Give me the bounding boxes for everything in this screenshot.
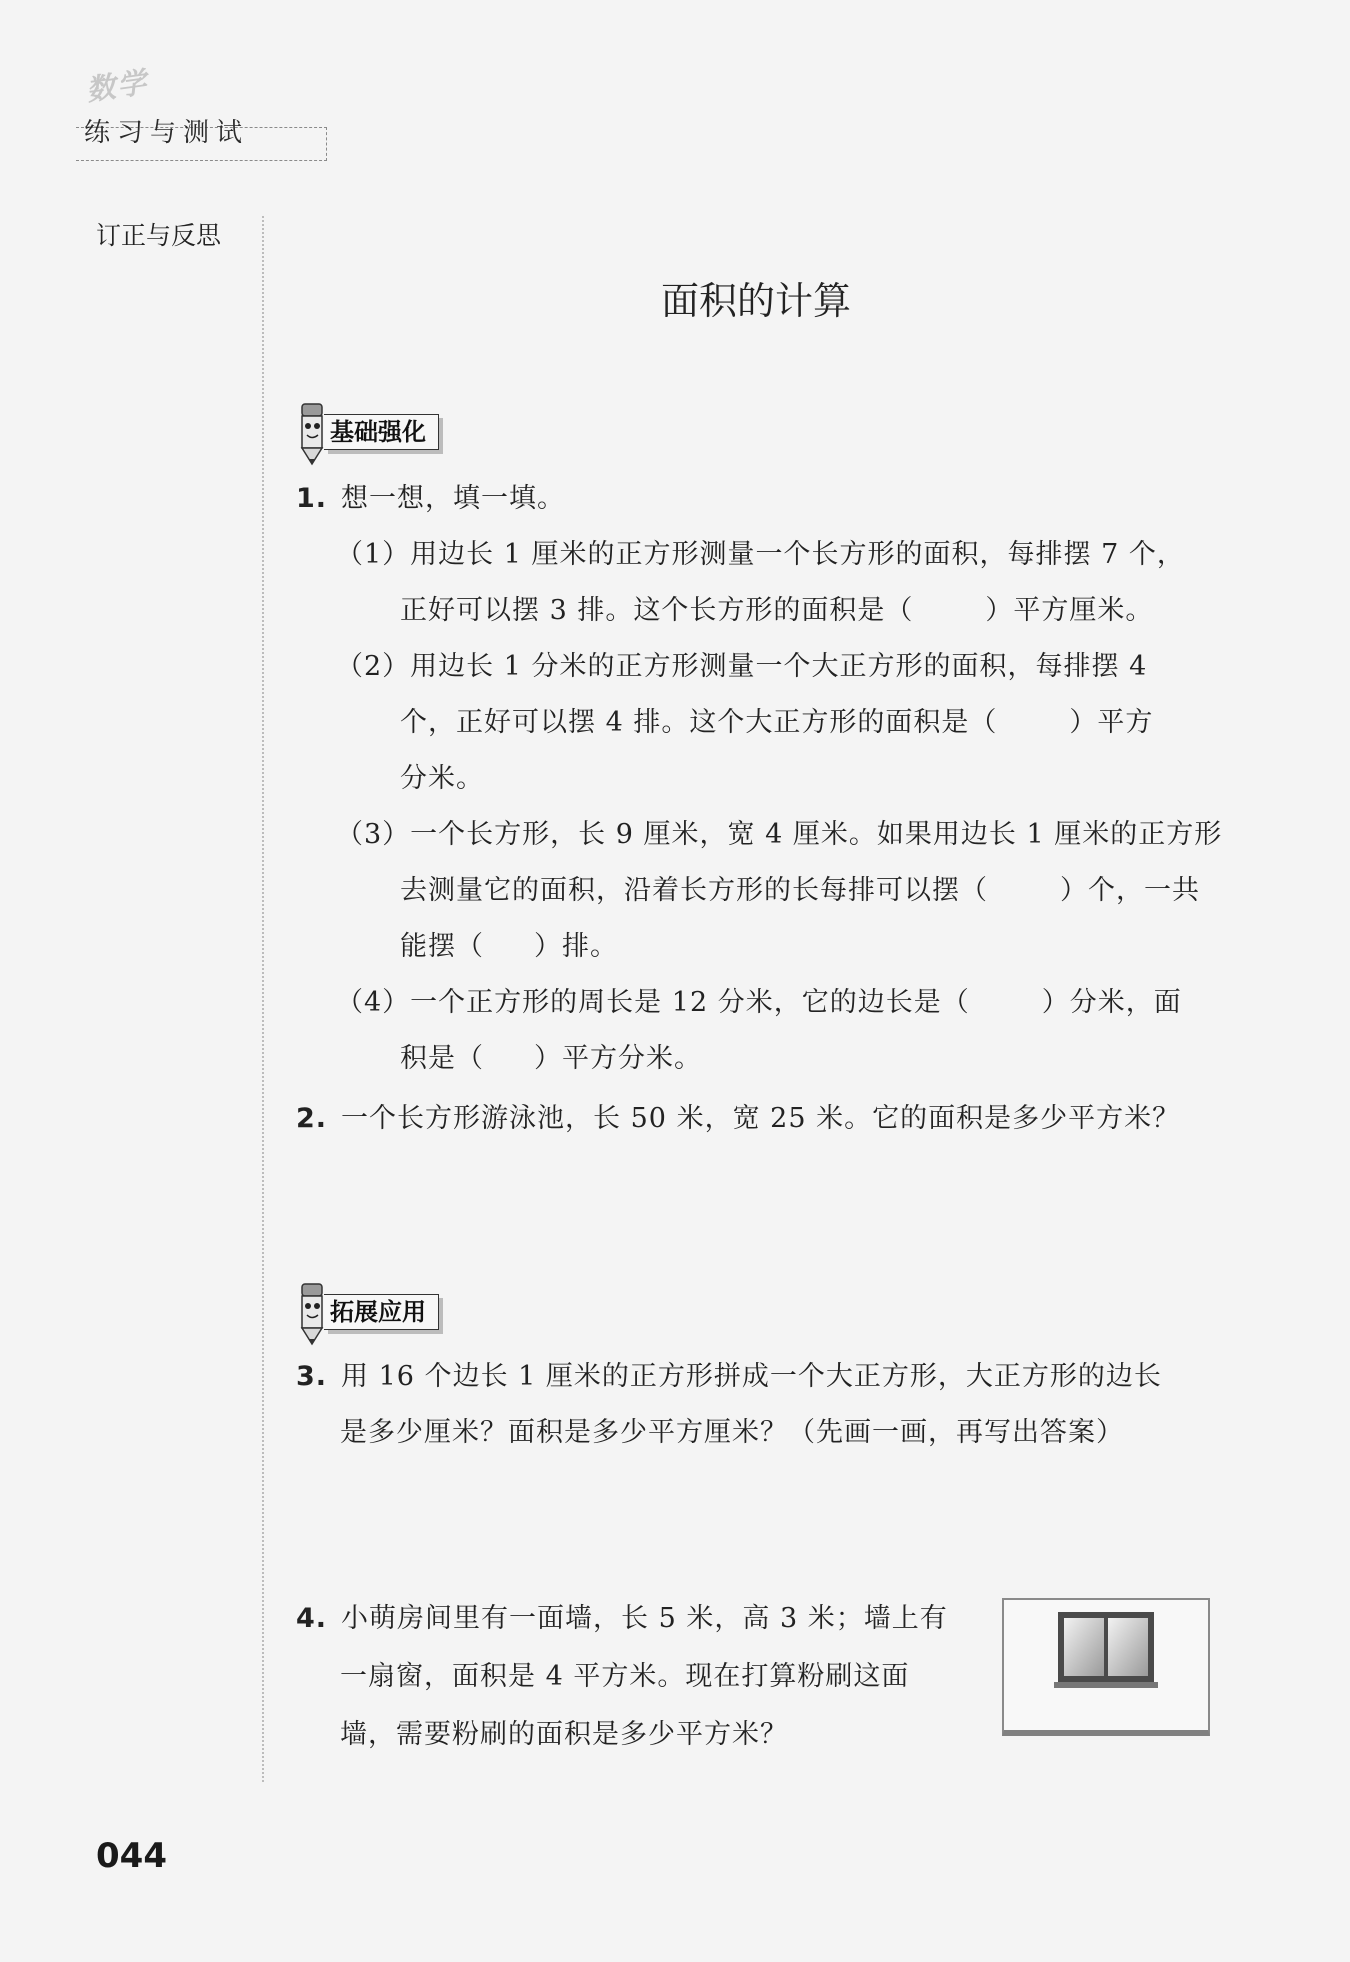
q1-part3-line1: （3）一个长方形，长 9 厘米，宽 4 厘米。如果用边长 1 厘米的正方形 <box>336 819 1223 850</box>
question-3-text-1: 用 16 个边长 1 厘米的正方形拼成一个大正方形，大正方形的边长 <box>341 1361 1162 1392</box>
q1-part4-line1 <box>336 980 1182 1019</box>
question-4-text-1: 小萌房间里有一面墙，长 5 米，高 3 米；墙上有 <box>341 1603 948 1634</box>
question-4-line2: 一扇窗，面积是 4 平方米。现在打算粉刷这面 <box>340 1661 910 1692</box>
window-icon <box>1004 1600 1208 1730</box>
q1-part2-text-a: 个，正好可以摆 4 排。这个大正方形的面积是（ <box>400 707 998 738</box>
question-2-text: 一个长方形游泳池，长 50 米，宽 25 米。它的面积是多少平方米？ <box>341 1103 1181 1134</box>
wall-illustration <box>1002 1598 1210 1736</box>
q1-part2-line3: 分米。 <box>400 763 484 794</box>
page-title: 面积的计算 <box>660 279 851 323</box>
question-2-number: 2. <box>296 1103 328 1134</box>
q1-part1-text-a: 正好可以摆 3 排。这个长方形的面积是（ <box>400 595 914 626</box>
margin-divider <box>262 216 264 1782</box>
q1-part4-text-d: ）平方分米。 <box>534 1043 702 1074</box>
q1-part3-text-c: 能摆（ <box>400 931 484 962</box>
question-2 <box>296 1096 1180 1135</box>
q1-part2-line1: （2）用边长 1 分米的正方形测量一个大正方形的面积，每排摆 4 <box>336 651 1148 682</box>
question-3-number: 3. <box>296 1361 328 1392</box>
q1-part2-text-b: ）平方 <box>1069 707 1154 738</box>
q1-part1-line1: （1）用边长 1 厘米的正方形测量一个长方形的面积，每排摆 7 个， <box>336 539 1185 570</box>
correction-reflection-label: 订正与反思 <box>96 221 222 250</box>
question-1-stem: 想一想，填一填。 <box>341 483 566 514</box>
question-4-line3: 墙，需要粉刷的面积是多少平方米？ <box>340 1719 788 1750</box>
subject-label: 数学 <box>84 64 151 108</box>
page-number: 044 <box>96 1836 167 1876</box>
q1-part4-text-b: ）分米，面 <box>1041 987 1182 1018</box>
question-1 <box>296 476 565 515</box>
question-4-line1 <box>296 1596 948 1635</box>
question-3-line1 <box>296 1354 1162 1393</box>
section-extended-title: 拓展应用 <box>324 1294 439 1330</box>
question-1-number: 1. <box>296 483 328 514</box>
q1-part4-text-c: 积是（ <box>400 1043 484 1074</box>
section-basic-title: 基础强化 <box>324 414 439 450</box>
q1-part2-line2 <box>400 700 1153 739</box>
q1-part4-line2 <box>400 1036 702 1075</box>
question-3-line2: 是多少厘米？面积是多少平方厘米？（先画一画，再写出答案） <box>340 1417 1124 1448</box>
q1-part3-line3 <box>400 924 618 963</box>
question-4-number: 4. <box>296 1603 328 1634</box>
q1-part3-text-b: ）个，一共 <box>1060 875 1200 906</box>
q1-part4-text-a: （4）一个正方形的周长是 12 分米，它的边长是（ <box>336 987 970 1018</box>
book-title: 练习与测试 <box>84 118 250 148</box>
q1-part3-text-d: ）排。 <box>534 931 618 962</box>
q1-part3-text-a: 去测量它的面积，沿着长方形的长每排可以摆（ <box>400 875 988 906</box>
q1-part1-line2 <box>400 588 1153 627</box>
q1-part3-line2 <box>400 868 1200 907</box>
q1-part1-text-b: ）平方厘米。 <box>985 595 1154 626</box>
